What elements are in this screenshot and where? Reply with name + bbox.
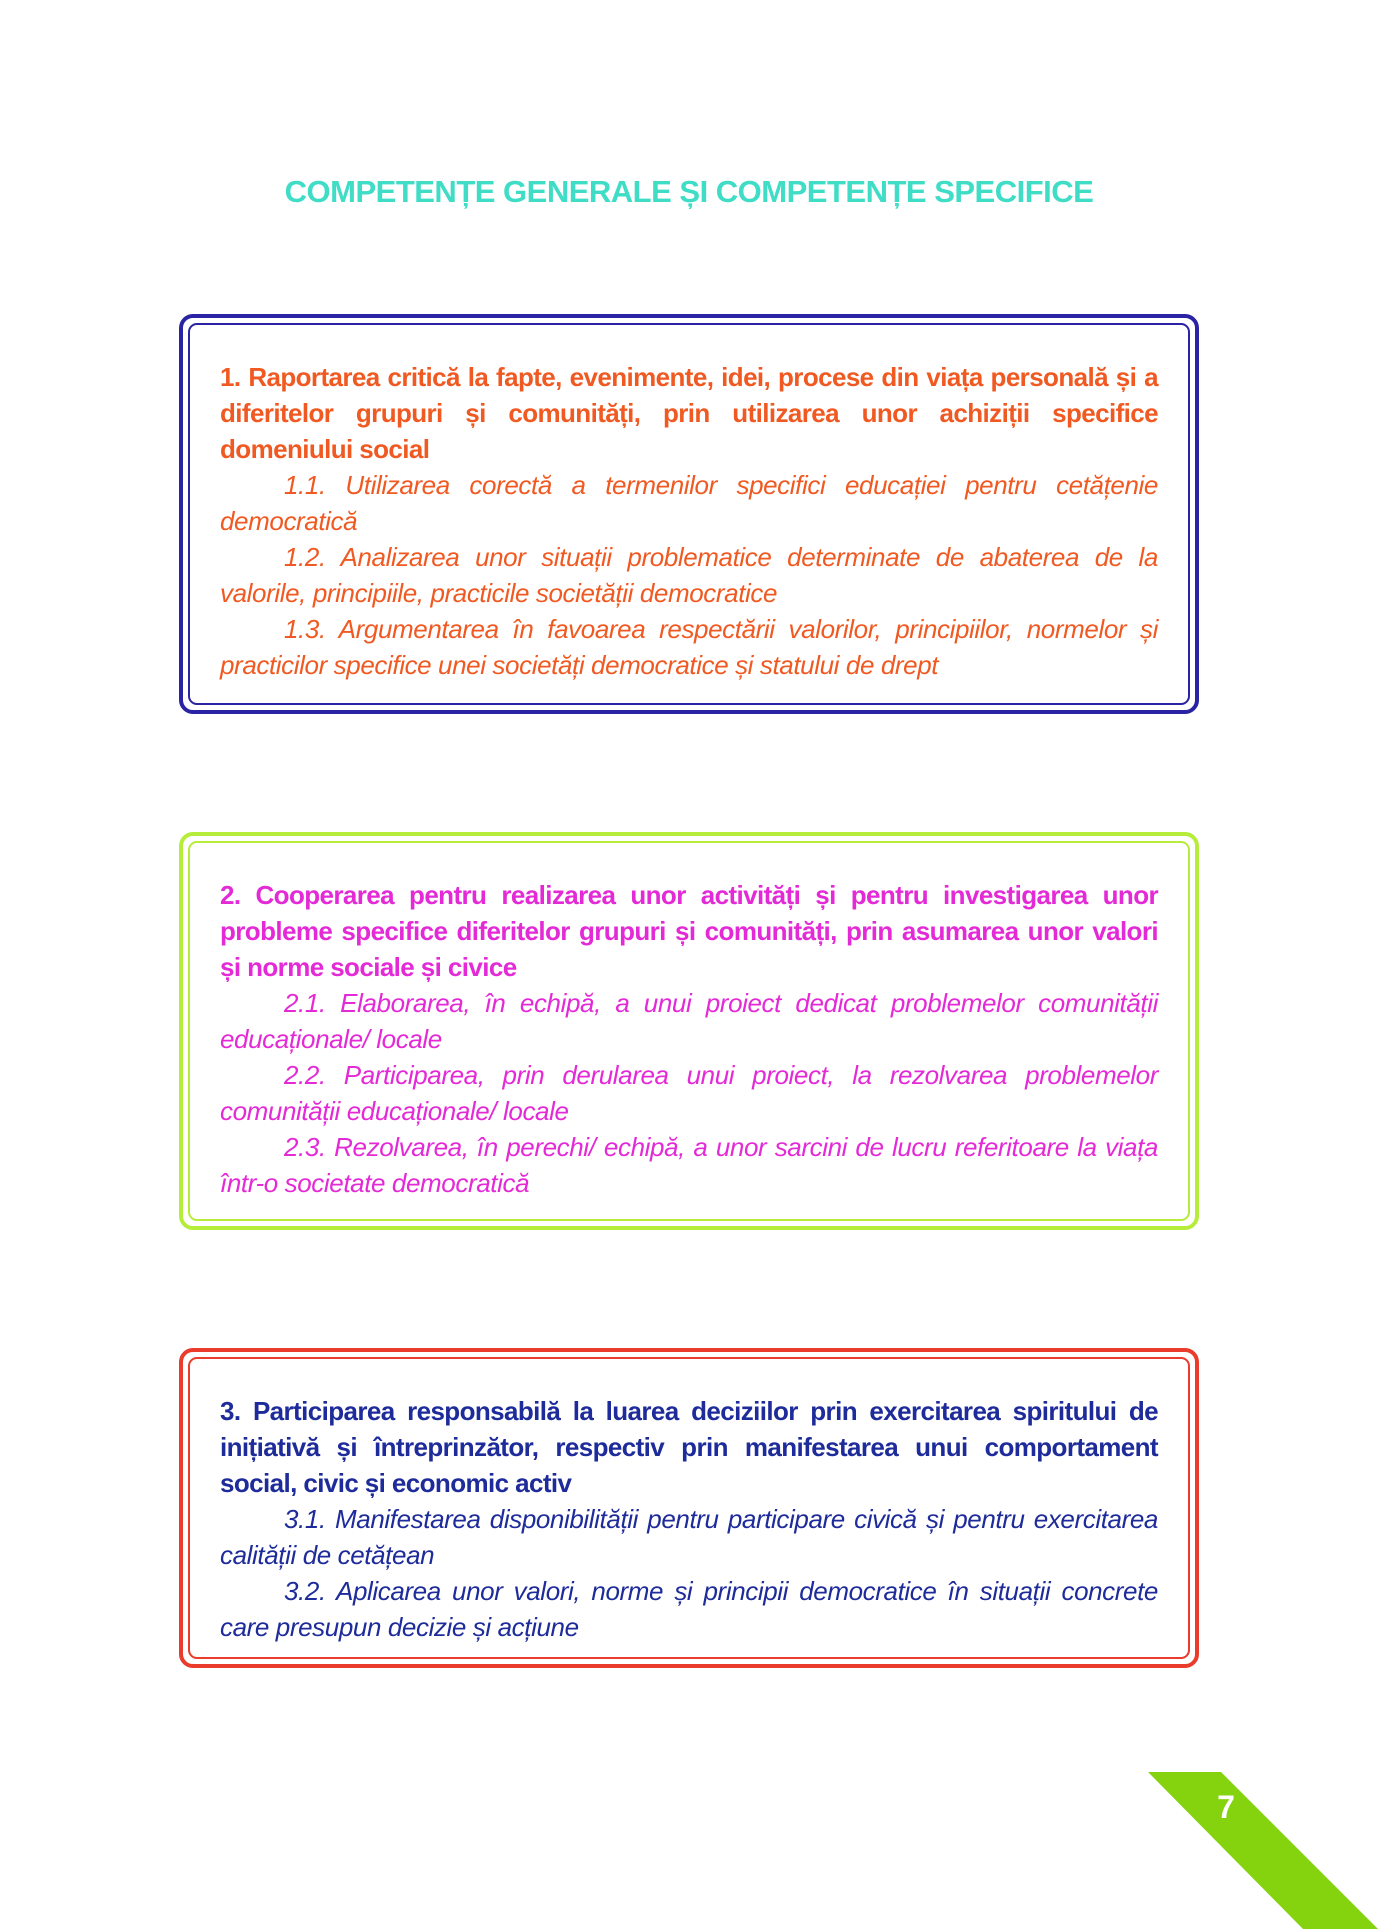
page-number: 7 [1217, 1789, 1235, 1825]
competence-box-2-inner [188, 841, 1190, 1221]
competence-item-1-3: 1.3. Argumentarea în favoarea respectării valorilor, principiilor, normelor și practicilor specifice unei societăți democratice și statului de drept [220, 614, 1158, 680]
competence-heading-1: 1. Raportarea critică la fapte, evenimente, idei, procese din viața personală și a diferitelor grupuri și comunități, prin utilizarea unor achiziții specifice domeniului social [220, 362, 1158, 464]
competence-item-1-2: 1.2. Analizarea unor situații problematice determinate de abaterea de la valorile, principiile, practicile societății democratice [220, 542, 1158, 608]
page-title: COMPETENȚE GENERALE ȘI COMPETENȚE SPECIFICE [284, 174, 1094, 209]
competence-heading-2: 2. Cooperarea pentru realizarea unor activități și pentru investigarea unor probleme specifice diferitelor grupuri și comunități, prin asumarea unor valori și norme sociale și civice [220, 880, 1158, 982]
competence-box-1-inner [188, 323, 1190, 705]
competence-item-2-2: 2.2. Participarea, prin derularea unui proiect, la rezolvarea problemelor comunității educaționale/ locale [220, 1060, 1158, 1126]
competence-item-3-1: 3.1. Manifestarea disponibilității pentru participare civică și pentru exercitarea calității de cetățean [220, 1504, 1158, 1570]
competence-box-3-inner [188, 1357, 1190, 1659]
competence-box-2 [179, 832, 1199, 1230]
corner-stripe-shape [1148, 1772, 1378, 1929]
competence-item-3-2: 3.2. Aplicarea unor valori, norme și principii democratice în situații concrete care presupun decizie și acțiune [220, 1576, 1158, 1642]
competence-item-2-1: 2.1. Elaborarea, în echipă, a unui proiect dedicat problemelor comunității educaționale/ locale [220, 988, 1158, 1054]
competence-box-3 [179, 1348, 1199, 1668]
competence-heading-3: 3. Participarea responsabilă la luarea deciziilor prin exercitarea spiritului de inițiativă și întreprinzător, respectiv prin manifestarea unui comportament social, civic și economic activ [220, 1396, 1158, 1498]
page-corner-tab [1148, 1772, 1378, 1929]
competence-item-2-3: 2.3. Rezolvarea, în perechi/ echipă, a unor sarcini de lucru referitoare la viața într-o societate democratică [220, 1132, 1158, 1198]
competence-item-1-1: 1.1. Utilizarea corectă a termenilor specifici educației pentru cetățenie democratică [220, 470, 1158, 536]
competence-box-1 [179, 314, 1199, 714]
